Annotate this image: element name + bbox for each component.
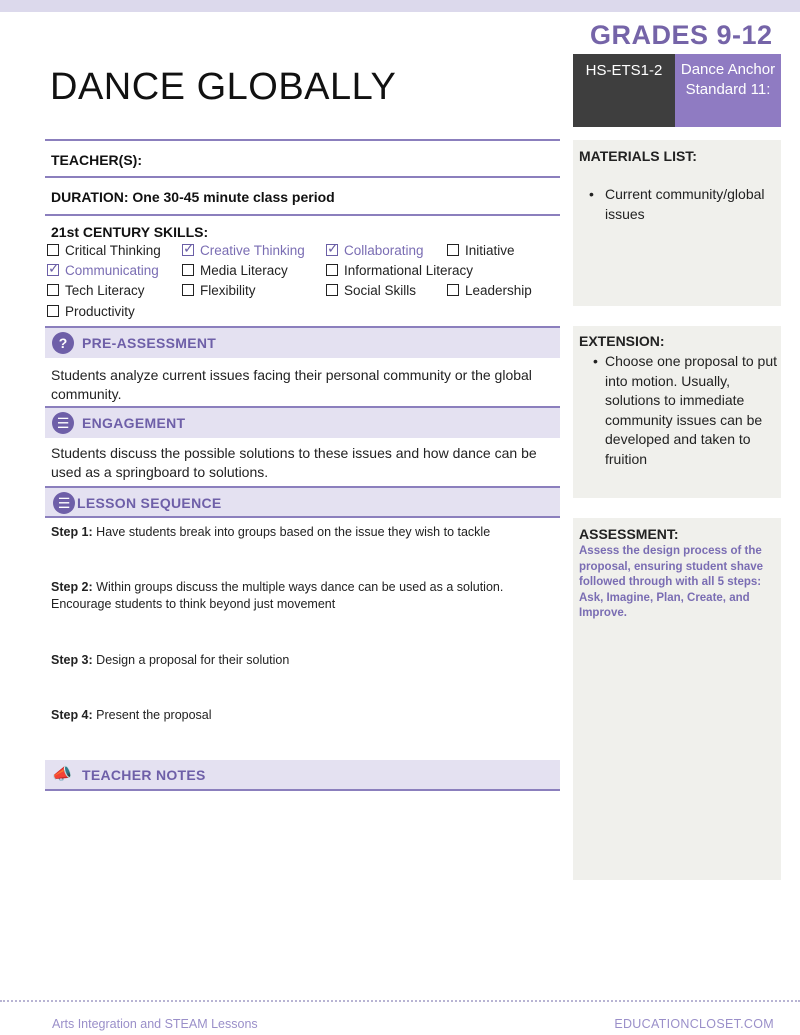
list-icon: ☰ bbox=[53, 492, 75, 514]
pre-assessment-heading: PRE-ASSESSMENT bbox=[82, 335, 217, 351]
divider bbox=[45, 176, 560, 178]
check-icon: ✓ bbox=[327, 240, 339, 256]
bullet-icon: • bbox=[593, 353, 598, 369]
checkbox[interactable] bbox=[182, 284, 194, 296]
checkbox[interactable] bbox=[326, 240, 339, 256]
skill-flexibility[interactable]: Flexibility bbox=[182, 283, 256, 298]
standard-name: Dance Anchor Standard 11: bbox=[675, 54, 781, 127]
skill-social-skills[interactable]: Social Skills bbox=[326, 283, 416, 298]
footer-left-text: Arts Integration and STEAM Lessons bbox=[52, 1017, 258, 1031]
materials-item: • Current community/global issues bbox=[589, 186, 765, 222]
duration-value: One 30-45 minute class period bbox=[132, 189, 335, 205]
checkbox[interactable] bbox=[47, 244, 59, 256]
engagement-header bbox=[45, 408, 560, 438]
check-icon: ✓ bbox=[48, 260, 60, 276]
question-icon: ? bbox=[52, 332, 74, 354]
skills-label: 21st CENTURY SKILLS: bbox=[51, 224, 209, 240]
teacher-label: TEACHER(S): bbox=[51, 152, 142, 168]
footer-right-text: EDUCATIONCLOSET.COM bbox=[614, 1017, 774, 1031]
skill-tech-literacy[interactable]: Tech Literacy bbox=[47, 283, 145, 298]
materials-panel bbox=[573, 140, 781, 306]
extension-item: • Choose one proposal to put into motion. Usually, solutions to immediate community issues can be developed and taken to fruition bbox=[593, 353, 778, 467]
standard-code: HS-ETS1-2 bbox=[573, 54, 675, 127]
checkbox[interactable] bbox=[326, 284, 338, 296]
pre-assessment-header bbox=[45, 328, 560, 358]
page-title: DANCE GLOBALLY bbox=[50, 66, 397, 108]
divider bbox=[45, 139, 560, 141]
checkbox[interactable] bbox=[47, 305, 59, 317]
assessment-text: Assess the design process of the proposal, ensuring student shave followed through with all 5 steps: Ask, Imagine, Plan, Create, and Improve. bbox=[579, 545, 764, 619]
teacher-notes-header bbox=[45, 760, 560, 790]
extension-panel bbox=[573, 326, 781, 498]
engagement-text: Students discuss the possible solutions to these issues and how dance can be used as a springboard to solutions. bbox=[51, 445, 537, 480]
duration-label: DURATION: bbox=[51, 189, 129, 205]
engagement-heading: ENGAGEMENT bbox=[82, 415, 186, 431]
checkbox[interactable] bbox=[447, 244, 459, 256]
skill-media-literacy[interactable]: Media Literacy bbox=[182, 263, 288, 278]
pre-assessment-text: Students analyze current issues facing their personal community or the global community. bbox=[51, 367, 532, 402]
checkbox[interactable] bbox=[447, 284, 459, 296]
skill-informational-literacy[interactable]: Informational Literacy bbox=[326, 263, 473, 278]
megaphone-icon: 📣 bbox=[52, 766, 72, 783]
lesson-step: Step 4: Present the proposal bbox=[51, 708, 212, 722]
skill-collaborating[interactable]: ✓ Collaborating bbox=[327, 240, 424, 258]
bullet-icon: • bbox=[589, 186, 594, 202]
lesson-sequence-header bbox=[45, 488, 560, 518]
check-icon: ✓ bbox=[183, 240, 195, 256]
assessment-title: ASSESSMENT: bbox=[579, 526, 679, 542]
divider bbox=[45, 516, 560, 518]
grades-label: GRADES 9-12 bbox=[590, 20, 773, 50]
lesson-step: Step 3: Design a proposal for their solution bbox=[51, 653, 290, 667]
list-icon: ☰ bbox=[52, 412, 74, 434]
skill-creative-thinking[interactable]: ✓ Creative Thinking bbox=[183, 240, 305, 258]
lesson-step: Step 1: Have students break into groups based on the issue they wish to tackle bbox=[51, 525, 491, 539]
checkbox[interactable] bbox=[182, 264, 194, 276]
footer-divider bbox=[0, 1000, 800, 1002]
skill-productivity[interactable]: Productivity bbox=[47, 304, 135, 319]
checkbox[interactable] bbox=[182, 240, 195, 256]
teacher-notes-heading: TEACHER NOTES bbox=[82, 767, 206, 783]
divider bbox=[45, 214, 560, 216]
skill-communicating[interactable]: ✓ Communicating bbox=[48, 260, 159, 278]
skill-leadership[interactable]: Leadership bbox=[447, 283, 532, 298]
checkbox[interactable] bbox=[47, 284, 59, 296]
checkbox[interactable] bbox=[326, 264, 338, 276]
divider bbox=[45, 789, 560, 791]
lesson-step: Step 2: Within groups discuss the multiple ways dance can be used as a solution. Encourage students to think beyond just movement bbox=[51, 580, 504, 611]
assessment-panel bbox=[573, 518, 781, 880]
top-band bbox=[0, 0, 800, 12]
standard-box bbox=[573, 54, 781, 127]
skill-initiative[interactable]: Initiative bbox=[447, 243, 515, 258]
extension-title: EXTENSION: bbox=[579, 333, 665, 349]
materials-title: MATERIALS LIST: bbox=[579, 148, 697, 164]
checkbox[interactable] bbox=[47, 260, 60, 276]
duration-line bbox=[51, 189, 335, 205]
lesson-sequence-heading: LESSON SEQUENCE bbox=[77, 495, 222, 511]
skill-critical-thinking[interactable]: Critical Thinking bbox=[47, 243, 161, 258]
